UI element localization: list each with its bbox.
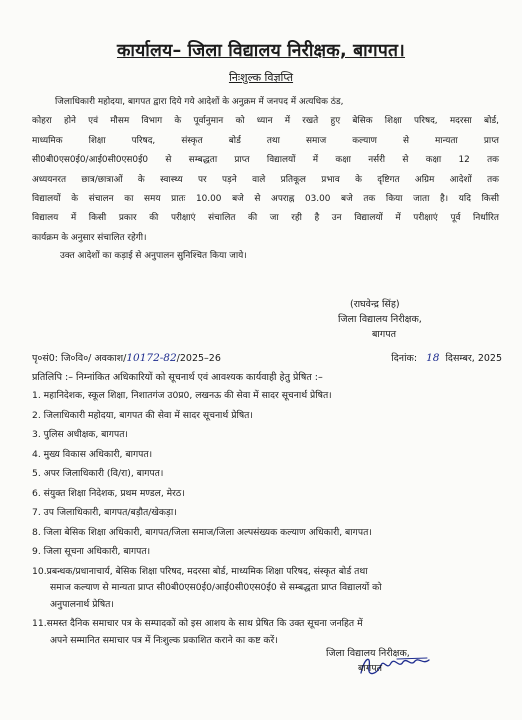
list-item-text: 11.समस्त दैनिक समाचार पत्र के सम्पादकों को इस आशय के साथ प्रेषित कि उक्त सूचना जनहित में (32, 618, 363, 629)
list-item-text: 2. जिलाधिकारी महोदया, बागपत की सेवा में सादर सूचनार्थ प्रेषित। (32, 409, 253, 421)
list-item-text: 9. जिला सूचना अधिकारी, बागपत। (32, 546, 151, 557)
list-item (32, 447, 504, 464)
handwritten-date-day: 18 (426, 352, 440, 364)
list-item (32, 408, 504, 425)
list-item-text: अनुपालनार्थ प्रेषित। (50, 598, 114, 610)
list-item-text: अपने सम्मानित समाचार पत्र में निःशुल्क प्रकाशित कराने का कष्ट करें। (50, 634, 278, 646)
list-item (32, 505, 504, 522)
signature-block-top (338, 297, 422, 342)
handwritten-dispatch-number: 10172-82 (126, 352, 177, 364)
list-item (32, 486, 504, 503)
paragraph-line: सी0बी0एस0ई0/आई0सी0एस0ई0 से सम्बद्धता प्राप्त विद्यालयों में कक्षा नर्सरी से कक्षा 12 तक (32, 155, 499, 166)
list-item-text: समाज कल्याण से मान्यता प्राप्त सी0बी0एस0ई0/आई0सी0एस0ई0 से सम्बद्धता प्राप्त विद्यालयों को (50, 582, 382, 593)
list-item-text: 8. जिला बेसिक शिक्षा अधिकारी, बागपत/जिला समाज/जिला अल्पसंख्यक कल्याण अधिकारी, बागपत। (32, 526, 372, 538)
signatory-name: (राघवेन्द्र सिंह) (350, 299, 400, 310)
list-item-text: 4. मुख्य विकास अधिकारी, बागपत। (32, 448, 153, 460)
list-item (32, 525, 504, 542)
paragraph-line: अध्ययनरत छात्र/छात्राओं के स्वास्थ्य पर पड़ने वाले प्रतिकूल प्रभाव के दृष्टिगत अग्रिम आदेशों तक (32, 174, 499, 185)
reference-line (32, 351, 502, 364)
list-item (32, 427, 504, 444)
signatory-place: बागपत (372, 329, 397, 340)
list-item (32, 544, 504, 561)
date-field (391, 351, 502, 364)
list-item (32, 564, 504, 614)
paragraph-line: माध्यमिक शिक्षा परिषद, संस्कृत बोर्ड तथा समाज कल्याण से मान्यता प्राप्त (32, 135, 499, 146)
paragraph-line: कोहरा होने एवं मौसम विभाग के पूर्वानुमान को ध्यान में रखते हुए बेसिक शिक्षा परिषद, मदरसा बोर्ड, (32, 116, 499, 127)
list-item-text: 6. संयुक्त शिक्षा निदेशक, प्रथम मण्डल, मेरठ। (32, 487, 185, 499)
order-paragraph (32, 93, 499, 248)
reference-suffix: /2025–26 (176, 353, 221, 364)
signatory-designation: जिला विद्यालय निरीक्षक, (326, 648, 410, 659)
list-item (32, 466, 504, 483)
date-label: दिनांक: (391, 353, 418, 364)
paragraph-line: जिलाधिकारी महोदया, बागपत द्वारा दिये गये आदेशों के अनुक्रम में जनपद में अत्यधिक ठंड, (55, 97, 344, 107)
paragraph-line: विद्यालय में किसी प्रकार की परीक्षाएं संचालित की जा रही है उन विद्यालयों में परीक्षाएं पूर्व निर्धारित (32, 213, 499, 224)
compliance-paragraph (60, 247, 522, 266)
office-title: कार्यालय– जिला विद्यालय निरीक्षक, बागपत। (116, 41, 406, 61)
list-item-text: 7. उप जिलाधिकारी, बागपत/बड़ौत/खेकड़ा। (32, 507, 177, 518)
signatory-designation: जिला विद्यालय निरीक्षक, (338, 314, 422, 325)
reference-prefix: पृ०सं0: जि०वि०/ अवकाश/ (32, 353, 127, 364)
paragraph-line: विद्यालयों के संचालन का समय प्रातः 10.00 बजे से अपराह्न 03.00 बजे तक किया जाता है। यदि किसी (32, 194, 499, 205)
list-item (32, 616, 504, 649)
list-item (32, 388, 504, 405)
list-item-text: 10.प्रबन्धक/प्रधानाचार्य, बेसिक शिक्षा परिषद, मदरसा बोर्ड, माध्यमिक शिक्षा परिषद, संस्कृत बोर्ड तथा (32, 565, 368, 577)
paragraph-line: कार्यक्रम के अनुसार संचालित रहेगी। (32, 232, 147, 243)
list-item-text: 5. अपर जिलाधिकारी (वि/रा), बागपत। (32, 468, 164, 479)
copy-heading: प्रतिलिपि :– निम्नांकित अधिकारियों को सूचनार्थ एवं आवश्यक कार्यवाही हेतु प्रेषित :– (32, 372, 323, 383)
signatory-place: बागपत (358, 663, 383, 674)
signature-block-bottom (326, 646, 410, 676)
list-item-text: 1. महानिदेशक, स्कूल शिक्षा, निशातगंज उ0प्र0, लखनऊ की सेवा में सादर सूचनार्थ प्रेषित। (32, 390, 332, 401)
notice-title: निःशुल्क विज्ञप्ति (228, 71, 294, 84)
list-item-text: 3. पुलिस अधीक्षक, बागपत। (32, 429, 128, 440)
date-month-year: दिसम्बर, 2025 (445, 353, 502, 364)
paragraph-line: उक्त आदेशों का कड़ाई से अनुपालन सुनिश्चित किया जाये। (60, 251, 247, 261)
